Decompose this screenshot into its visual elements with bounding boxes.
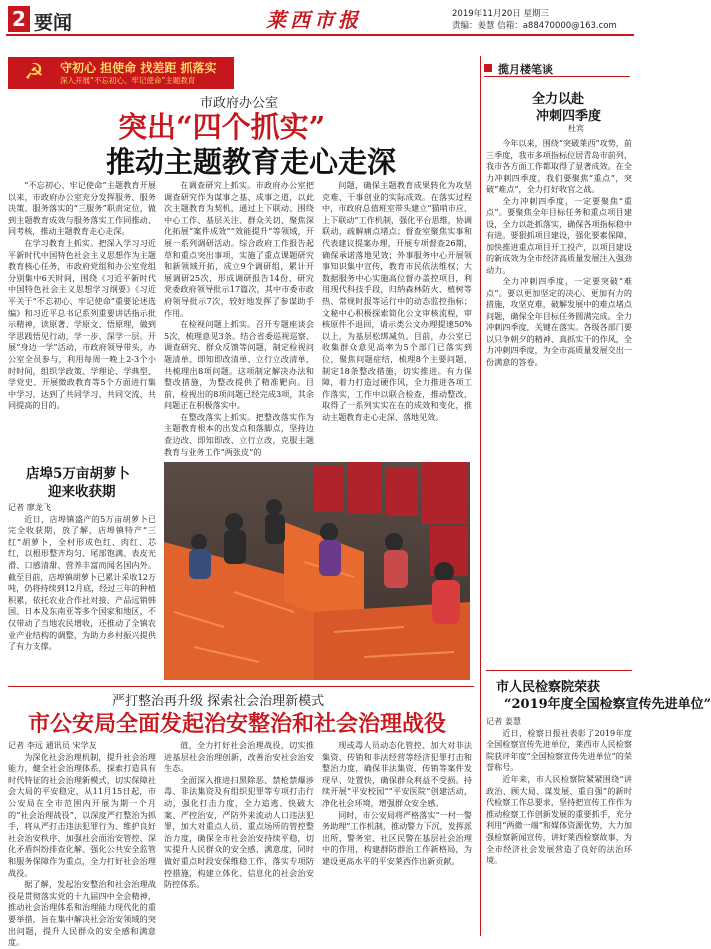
paragraph: 据了解，发起治安整治和社会治理战役是贯彻落实党的十九届四中全会精神，推动社会治理体系和治理能力现代化的重要举措，旨在集中解决社会治安领域的突出问题，提升人民群众的安全感和满意度。	[8, 879, 156, 948]
banner-subslogan: 深入开展“不忘初心、牢记使命”主题教育	[60, 76, 196, 85]
procuratorate-title-line2: “2019年度全国检察宣传先进单位”	[504, 697, 711, 712]
column-tag-label: 揽月楼笔谈	[498, 63, 553, 76]
masthead: 莱西市报	[266, 8, 362, 32]
paragraph: 为深化社会治理机制，提升社会治理能力，健全社会治理体系，探索打造具有时代特征的社会治理新模式，切实保障社会大局的平安稳定，从11月15日起，市公安局在全市范围内开展为期一个月的“社会治理战役”，以深度严打整治为抓手，将从严打击违法犯罪行为、维护良好社会治安秩序、加强社会面治安管控、深化矛盾纠纷排查化解、强化公共安全监管和服务保障作为重点，全力打好社会治理战役。	[8, 751, 156, 878]
carrot-article-body	[8, 502, 156, 682]
banner-slogan: 守初心 担使命 找差距 抓落实	[60, 61, 217, 75]
right-divider	[486, 670, 632, 671]
paragraph: 值，全力打好社会治理战役，切实推进基层社会治理创新，改善治安社会治安生态。	[164, 740, 314, 774]
paragraph: “不忘初心、牢记使命”主题教育开展以来，市政府办公室充分发挥服务、服务决策、服务落实的“三服务”职责定位，做到主题教育成效与服务落实工作同推动、同考核，推动主题教育走心走深。	[8, 180, 156, 237]
byline: 记者 廖龙飞	[8, 502, 52, 512]
procuratorate-title-line1: 市人民检察院荣获	[496, 680, 601, 695]
police-article-title: 市公安局全面发起治安整治和社会治理战役	[28, 711, 447, 737]
main-article-kicker: 市政府办公室	[200, 96, 279, 111]
commentary-title-line1: 全力以赴	[532, 92, 585, 107]
main-article-column-2	[164, 180, 314, 456]
paragraph: 今年以来，围绕“突破莱西”攻势，前三季度，我市多项指标位居青岛市前列，我市各方面工作都取得了显著成效。在全力冲刺四季度，我们要聚焦“重点”，突破“难点”，全力打好收官之战。	[486, 138, 632, 194]
paragraph: 全力冲刺四季度，一定要聚焦“重点”。要聚焦全年目标任务和重点项目建设，全力以赴抓落实，确保各项指标稳中有进。要狠抓项目建设，强化要素保障，加快推进重点项目开工投产，以项目建设的新成效为全市经济高质量发展注入强劲动力。	[486, 195, 632, 275]
carrot-harvest-photo-drawing	[164, 462, 470, 680]
carrot-harvest-photo	[164, 462, 470, 680]
campaign-banner	[8, 57, 234, 89]
square-bullet-icon	[484, 64, 492, 72]
paragraph: 在检视问题上抓实。召开专题座谈会5次，梳理意见3条。结合省委巡视巡察、调查研究、群众反馈等问题，制定检视问题清单、即知即改清单、立行立改清单，共梳理出8项问题。这项制定解决办法和整改措施，为整改提供了精准靶向。目前，检视出的8项问题已经完成3项，其余问题正在积极落实中。	[164, 319, 314, 411]
column-divider	[480, 56, 481, 936]
paragraph: 在整改落实上抓实。把整改落实作为主题教育根本的出发点和落脚点，坚持边查边改、即知即改、立行立改，克服主题教育与业务工作“两张皮”的	[164, 411, 314, 457]
paragraph: 全面深入推进扫黑除恶、禁枪禁爆涉毒、非法集资及有组织犯罪等专项打击行动，强化打击力度，全力追逃、快破大案、严控治安，严防外来流动人口违法犯罪，加大对重点人员、重点场所的管控整治力度，确保全市社会治安持续平稳，切实提升人民群众的安全感、满意度，同时做好重点时段安保维稳工作，落实专项防控措施，构建立体化、信息化的社会治安防控体系。	[164, 774, 314, 890]
paragraph: 近年来，市人民检察院紧紧围绕“讲政治、顾大局、谋发展、重自强”的新时代检察工作总要求，坚持把宣传工作作为推动检察工作创新发展的重要抓手，充分利用“两微一端”和媒体资源优势，大力加强检察新闻宣传，讲好莱西检察故事，为全市经济社会发展营造了良好的法治环境。	[486, 773, 632, 866]
main-article-column-3	[322, 180, 472, 456]
party-emblem-icon: ☭	[24, 60, 44, 85]
paragraph: 同时，市公安局将严格落实“一村一警务助理”工作机制，推动警力下沉，发挥派出所、警务室、社区民警在基层社会治理中的作用，构建群防群治工作新格局，为建设更高水平的平安莱西作出新贡献。	[322, 809, 472, 866]
commentary-body	[486, 138, 632, 664]
procuratorate-body	[486, 716, 632, 938]
editor-line: 责编：姜慧 信箱：a88470000@163.com	[452, 21, 617, 31]
main-article-column-1	[8, 180, 156, 456]
police-article-column-2	[164, 740, 314, 940]
header-info	[452, 8, 617, 32]
police-article-column-3	[322, 740, 472, 940]
commentary-author: 杜宾	[568, 124, 584, 133]
paragraph: 在调查研究上抓实。市政府办公室把调查研究作为谋事之基、成事之道，以此次主题教育为契机，通过上下联动、围绕中心工作、基层关注、群众关切、聚焦深化拓展“案件成效”“效能提升”等领域，开展一系列调研活动。综合政府工作报告起草和重点突出事项，实施了重点课题研究和新领域开拓，成立9个调研组，累计开展调研25次，形成调研报告14份，研究党委政府领导批示17篇次，其中市委市政府领导批示7次，较好地发挥了参谋助手作用。	[164, 180, 314, 318]
main-article-title-line2: 推动主题教育走心走深	[106, 145, 397, 179]
section-title: 要闻	[34, 12, 73, 34]
paragraph: 全力冲刺四季度，一定要突破“难点”。要以更加坚定的决心、更加有力的措施，攻坚克难，破解发展中的难点堵点问题，确保全年目标任务圆满完成。全力冲刺四季度，关键在落实。各级各部门要以只争朝夕的精神、真抓实干的作风，全力冲刺四季度，为全市高质量发展交出一份满意的答卷。	[486, 276, 632, 367]
police-article-column-1	[8, 740, 156, 948]
commentary-title-line2: 冲刺四季度	[536, 109, 602, 124]
paragraph: 近日，店埠镇盛产的5万亩胡萝卜已完全收获期，放了解，店埠镇特产“三红”胡萝卜，全村形成色红、肉红、芯红，以根形整齐均匀、尾部饱满、表皮光滑、口感清甜、营养丰富而闻名国内外。截至目前，店埠镇胡萝卜已累计采收12万吨，仍将持续到12月底，经过三年的种植积累，依托农业合作社对接，产品远销韩国、日本及东南亚等多个国家和地区，不仅带动了当地农民增收，还推动了全镇农业产业结构的调整，为助力乡村振兴提供了有力支撑。	[8, 513, 156, 652]
police-article-kicker: 严打整治再升级 探索社会治理新模式	[112, 694, 325, 709]
paragraph: 近日，检察日报社表彰了2019年度全国检察宣传先进单位，莱西市人民检察院获评年度“全国检察宣传先进单位”的荣誉称号。	[486, 727, 632, 773]
carrot-article-title-line2: 迎来收获期	[48, 484, 116, 500]
carrot-article-title-line1: 店埠5万亩胡萝卜	[26, 466, 130, 482]
column-tag	[484, 60, 630, 77]
main-article-title-line1: 突出“四个抓实”	[118, 110, 326, 144]
section-divider	[8, 686, 474, 687]
paragraph: 问题，确保主题教育成果转化为攻坚克难、干事创业的实际成效。在落实过程中，市政府总值班室带头建立“猫哨市应、上下联动”工作机制，强化平台思维，协调联动，疏解痛点堵点；督查室聚焦实事和代表建议提案办理，开展专项督查26期，确保承诺落地见效；外事服务中心开展领事知识集中宣传，教育市民依法维权；大数据服务中心实施高位督办盖控项目，利用现代科技手段，归纳森林防火、植树等热、常规时报等运行中的动态监控指标；文秘中心积极探索简化公文审核流程，审核原件不退回，请示类公文办理提速50%以上，为基层松绑减负。目前，办公室已收集群众意见高率为5个部门已落实到位，聚焦问题症结，梳理8个主要问题，制定18条整改措施，切实推进。有力保障，着力打造过硬作风，全力推进各项工作落实，工作中以联合检查，推动整改，取得了一系列实实在在的成效和变化，推动主题教育走心走深、落地见效。	[322, 180, 472, 422]
byline: 记者 李远 通讯员 宋学友	[8, 740, 97, 750]
date-line: 2019年11月20日 星期三	[452, 9, 549, 19]
byline: 记者 姜慧	[486, 716, 521, 726]
header-divider	[6, 34, 634, 36]
paragraph: 现或毒人员动态化管控、加大对非法集资、传销和非法经营等经济犯罪打击和整治力度，确保非法集资、传销等案件发现早、处置快，确保群众利益不受损。持续开展“平安校园”“平安医院”创建活动，净化社会环境，增强群众安全感。	[322, 740, 472, 808]
paragraph: 在学习教育上抓实。把深入学习习近平新时代中国特色社会主义思想作为主题教育核心任务，市政府党组和办公室党组分别集中6天时间，围绕《习近平新时代中国特色社会主义思想学习纲要》《习近平关于“不忘初心、牢记使命”重要论述选编》和习近平总书记系列重要讲话指示批示精神，读原著、学原文、悟原理，做到学思践悟见行动，学一步、深学一层。开展“身边一学”活动，市政府领导带头，办公室全员参与，利用每周一晚上2-3个小时时间，组织学政策、学理论、学典型、学党史、开展微政教育等5个方面进行集中学习，达到了共同学习、共同交流、共同提高的目的。	[8, 237, 156, 411]
page-number: 2	[8, 6, 30, 32]
